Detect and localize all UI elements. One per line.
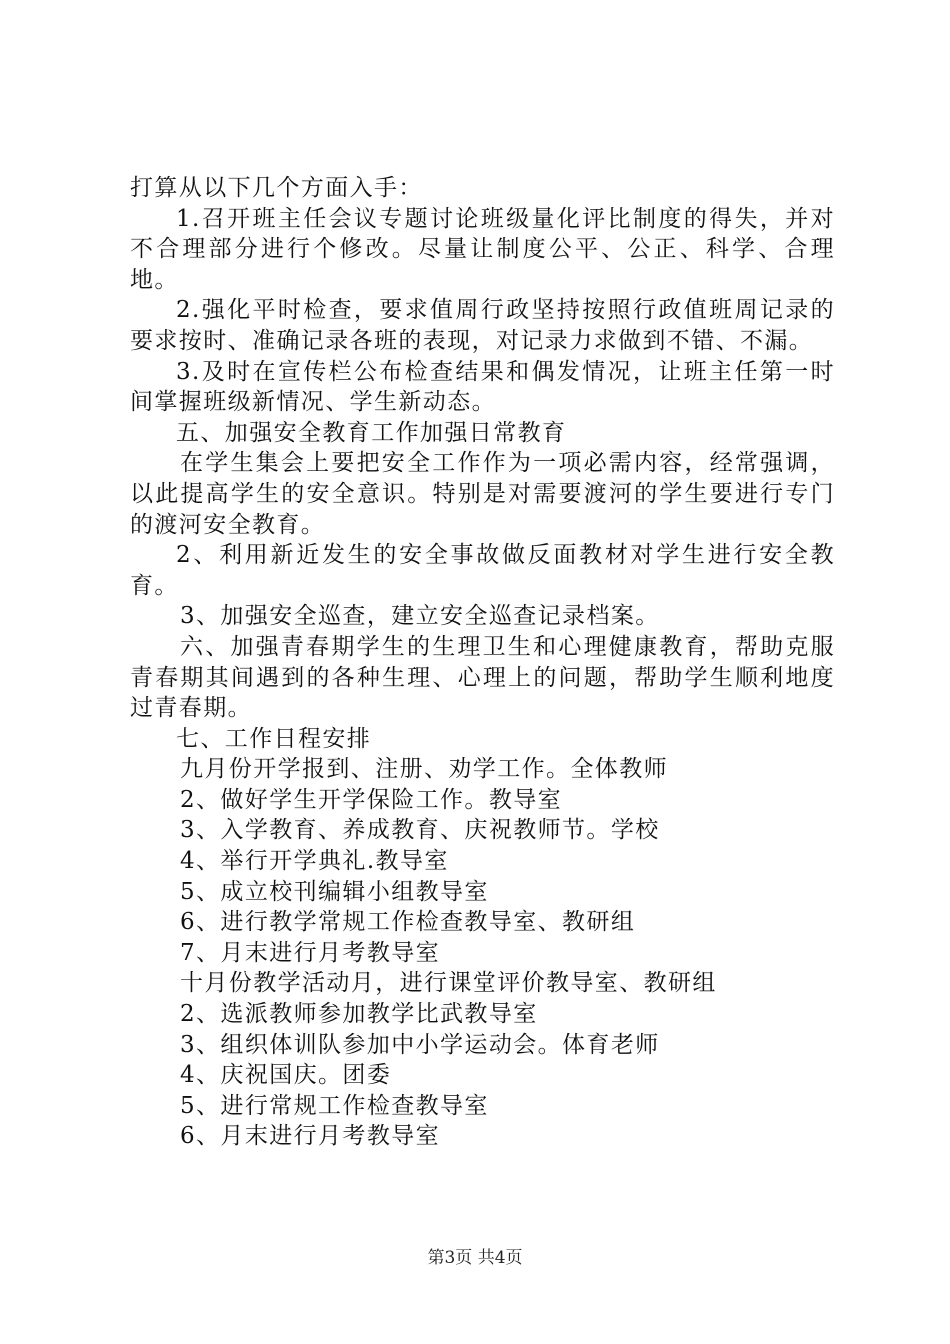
schedule-item: 5、成立校刊编辑小组教导室 — [180, 878, 489, 905]
paragraph: 在学生集会上要把安全工作作为一项必需内容，经常强调，以此提高学生的安全意识。特别是对需要渡河的学生要进行专门的渡河安全教育。 — [130, 450, 835, 538]
paragraph: 打算从以下几个方面入手： — [130, 175, 423, 201]
section-heading: 五、加强安全教育工作加强日常教育 — [176, 419, 567, 446]
paragraph: 3.及时在宣传栏公布检查结果和偶发情况，让班主任第一时间掌握班级新情况、学生新动态。 — [130, 358, 835, 416]
schedule-item: 2、选派教师参加教学比武教导室 — [180, 1001, 538, 1028]
schedule-item: 4、庆祝国庆。团委 — [180, 1062, 392, 1089]
document-body — [130, 173, 835, 1152]
schedule-item: 3、组织体训队参加中小学运动会。体育老师 — [180, 1031, 660, 1058]
schedule-item: 九月份开学报到、注册、劝学工作。全体教师 — [180, 756, 668, 783]
paragraph: 2.强化平时检查，要求值周行政坚持按照行政值班周记录的要求按时、准确记录各班的表现，对记录力求做到不错、不漏。 — [130, 297, 835, 354]
paragraph: 1.召开班主任会议专题讨论班级量化评比制度的得失，并对不合理部分进行个修改。尽量让制度公平、公正、科学、合理地。 — [130, 205, 835, 293]
paragraph: 2、利用新近发生的安全事故做反面教材对学生进行安全教育。 — [130, 542, 835, 599]
section-heading: 七、工作日程安排 — [176, 725, 372, 752]
schedule-item: 6、进行教学常规工作检查教导室、教研组 — [180, 909, 636, 936]
paragraph: 3、加强安全巡查，建立安全巡查记录档案。 — [180, 603, 660, 630]
schedule-item: 2、做好学生开学保险工作。教导室 — [180, 786, 563, 813]
schedule-item: 7、月末进行月考教导室 — [180, 939, 441, 966]
schedule-item: 十月份教学活动月，进行课堂评价教导室、教研组 — [180, 970, 717, 997]
schedule-item: 4、举行开学典礼.教导室 — [180, 848, 449, 875]
section-heading: 六、加强青春期学生的生理卫生和心理健康教育，帮助克服青春期其间遇到的各种生理、心理上的问题，帮助学生顺利地度过青春期。 — [130, 633, 835, 722]
schedule-item: 3、入学教育、养成教育、庆祝教师节。学校 — [180, 817, 660, 844]
page-number-footer: 第3页 共4页 — [427, 1248, 523, 1268]
schedule-item: 6、月末进行月考教导室 — [180, 1123, 441, 1150]
schedule-item: 5、进行常规工作检查教导室 — [180, 1092, 489, 1119]
